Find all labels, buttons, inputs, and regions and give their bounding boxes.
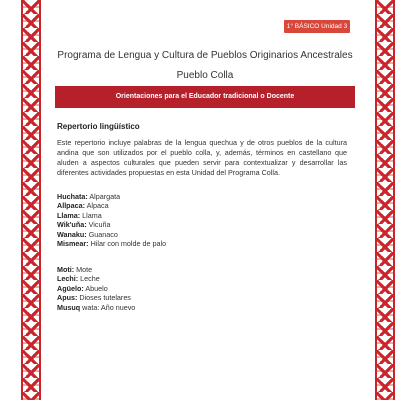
vocab-meaning: Dioses tutelares — [77, 293, 131, 303]
vocab-meaning: Leche — [78, 274, 100, 284]
vocab-item: Llama: Llama — [57, 210, 102, 220]
vocabulary-list-animals — [57, 192, 166, 248]
vocab-term: Moti — [57, 265, 72, 274]
vocab-term: Llama — [57, 210, 78, 220]
vocab-term: Allpaca — [57, 201, 83, 211]
vocab-item — [57, 303, 135, 312]
vocab-term: Wik'uña — [57, 220, 85, 230]
community-title: Pueblo Colla — [176, 70, 234, 81]
vocab-item: Allpaca: Alpaca — [57, 201, 109, 211]
vocab-term: Wanaku — [57, 229, 85, 239]
vocab-meaning: Alpargata — [87, 192, 121, 201]
vocab-term: Musuq — [57, 302, 81, 312]
decorative-border-right — [375, 0, 395, 400]
vocab-meaning: Vicuña — [86, 220, 111, 230]
vocab-term: Huchata — [57, 192, 86, 201]
vocab-meaning: Guanaco — [86, 229, 118, 239]
program-title: Programa de Lengua y Cultura de Pueblos Originarios Ancestrales — [57, 50, 353, 61]
vocab-meaning: wata: Año nuevo — [80, 302, 136, 312]
section-banner: Orientaciones para el Educador tradicional o Docente — [55, 86, 355, 108]
vocab-item: Apus: Dioses tutelares — [57, 293, 131, 303]
section-heading: Repertorio lingüístico — [57, 122, 140, 131]
vocab-term: Mismear — [57, 239, 87, 249]
vocab-term: Lechi — [57, 274, 76, 284]
vocab-item: Wanaku: Guanaco — [57, 229, 118, 239]
vocabulary-list-family — [57, 265, 135, 312]
vocab-item: Wik'uña: Vicuña — [57, 220, 111, 230]
vocab-meaning: Llama — [80, 210, 102, 220]
vocab-item: Agüelo: Abuelo — [57, 283, 108, 293]
vocab-item: Mismear: Hilar con molde de palo — [57, 239, 167, 249]
unit-tag: 1° BÁSICO Unidad 3 — [284, 20, 350, 33]
intro-paragraph: Este repertorio incluye palabras de la lengua quechua y de otros pueblos de la cultura andina que son utilizados por el pueblo colla, y, además, términos en castellano que aluden a aspectos culturales que pueden servir para contextualizar y desarrollar las diferentes actividades propuestas en esta Unidad del Programa Colla. — [57, 138, 347, 177]
vocab-term: Agüelo — [57, 283, 82, 293]
vocab-meaning: Hilar con molde de palo — [88, 239, 167, 249]
vocab-meaning: Mote — [74, 265, 93, 274]
vocab-item: Lechi: Leche — [57, 274, 100, 284]
vocab-item: Moti: Mote — [57, 265, 93, 274]
vocab-item: Huchata: Alpargata — [57, 192, 121, 201]
decorative-border-left — [21, 0, 41, 400]
vocab-meaning: Abuelo — [83, 283, 108, 293]
vocab-term: Apus — [57, 293, 75, 303]
vocab-meaning: Alpaca — [84, 201, 109, 211]
